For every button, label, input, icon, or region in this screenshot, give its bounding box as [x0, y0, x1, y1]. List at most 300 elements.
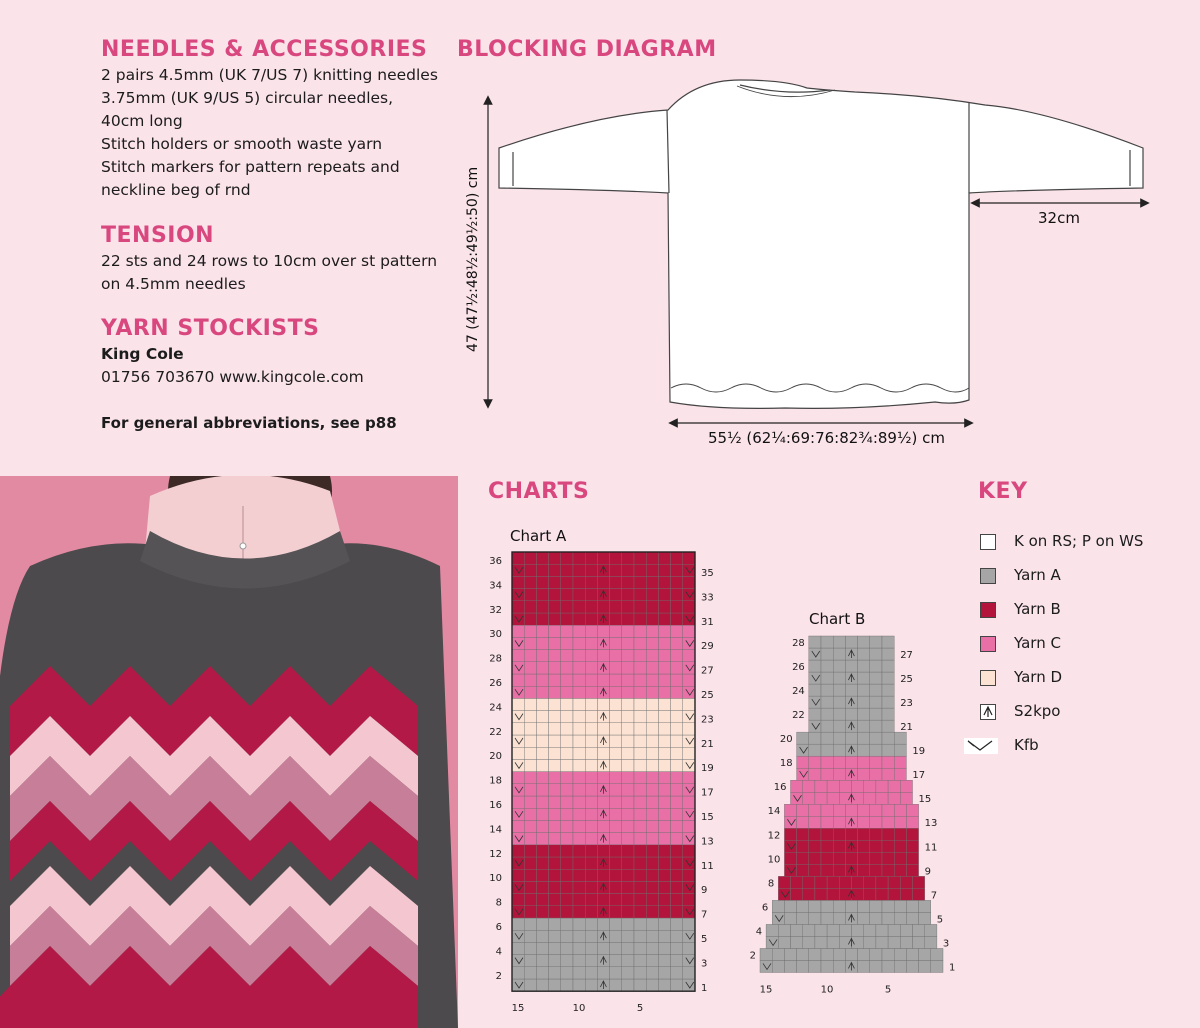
chart-a-cell [585, 784, 597, 796]
chart-a-cell [512, 869, 524, 881]
chart-b-cell [882, 744, 894, 756]
chart-a-cell [610, 589, 622, 601]
chart-a-cell [524, 686, 536, 698]
chart-a-left-label: 34 [489, 580, 502, 592]
chart-a-cell [610, 686, 622, 698]
chart-a-cell [610, 845, 622, 857]
chart-b-cell [821, 948, 833, 960]
chart-a-cell [512, 979, 524, 991]
chart-b-cell [833, 864, 845, 876]
chart-b-cell [870, 636, 882, 648]
chart-a-cell [634, 820, 646, 832]
chart-b-cell [900, 936, 912, 948]
chart-a-cell [671, 930, 683, 942]
chart-a-cell [597, 942, 609, 954]
chart-a-cell [683, 772, 695, 784]
chart-b-cell [864, 780, 876, 792]
chart-a-cell [536, 869, 548, 881]
chart-a-cell [561, 698, 573, 710]
chart-b-cell [858, 828, 870, 840]
chart-a-cell [622, 979, 634, 991]
chart-a-cell [634, 845, 646, 857]
chart-b-cell [870, 684, 882, 696]
pink-square-icon [980, 636, 996, 652]
chart-a-cell [536, 650, 548, 662]
chart-a-right-label: 25 [701, 690, 714, 701]
chart-a-cell [536, 637, 548, 649]
chart-b-cell [913, 876, 925, 888]
chart-a-cell [634, 808, 646, 820]
chart-b-cell [827, 792, 839, 804]
chart-a-cell [622, 759, 634, 771]
chart-a-left-label: 22 [489, 726, 502, 738]
chart-a-cell [512, 698, 524, 710]
chart-a-cell [671, 857, 683, 869]
chart-a-cell [561, 772, 573, 784]
chart-a-cell [573, 735, 585, 747]
chart-b-cell [772, 912, 784, 924]
chart-b-cell [882, 840, 894, 852]
chart-b-cell [821, 720, 833, 732]
chart-b-cell [913, 924, 925, 936]
chart-a-cell [549, 576, 561, 588]
chart-a-cell [646, 601, 658, 613]
chart-a-cell [634, 759, 646, 771]
chart-b-cell [882, 636, 894, 648]
chart-a-cell [646, 552, 658, 564]
chart-a-cell [561, 918, 573, 930]
chart-b-cell [845, 948, 857, 960]
chart-a-cell [634, 711, 646, 723]
chart-b-left-label: 8 [767, 878, 775, 890]
chart-b-cell [870, 768, 882, 780]
chart-b-cell [797, 912, 809, 924]
chart-a-cell [549, 552, 561, 564]
chart-b-cell [906, 948, 918, 960]
chart-b-cell [784, 948, 796, 960]
chart-b-cell [772, 960, 784, 972]
chart-a-left-label: 32 [489, 604, 502, 616]
chart-a-cell [573, 564, 585, 576]
chart-b-right-label: 9 [924, 866, 931, 878]
chart-a-cell [573, 637, 585, 649]
chart-a-left-label: 26 [489, 678, 502, 689]
chart-a-cell [634, 686, 646, 698]
chart-b-cell [803, 780, 815, 792]
chart-a-cell [585, 845, 597, 857]
chart-a-cell [549, 735, 561, 747]
chart-a-cell [512, 918, 524, 930]
chart-b-cell [797, 756, 809, 768]
chart-a-cell [561, 601, 573, 613]
chart-a-cell [524, 918, 536, 930]
chart-a-cell [658, 894, 670, 906]
chart-a-cell [573, 613, 585, 625]
white-square-icon [980, 534, 996, 550]
chart-a-cell [634, 576, 646, 588]
chart-b-cell [797, 864, 809, 876]
chart-b-cell [852, 924, 864, 936]
chart-a-cell [549, 857, 561, 869]
chart-a-cell [658, 674, 670, 686]
chart-a-cell [658, 759, 670, 771]
chart-a-cell [671, 711, 683, 723]
chart-a-cell [573, 698, 585, 710]
chart-a-cell [622, 967, 634, 979]
chart-a-cell [549, 833, 561, 845]
chart-b-cell [882, 672, 894, 684]
chart-a-cell [646, 772, 658, 784]
chart-b-cell [858, 840, 870, 852]
tension-heading: TENSION [101, 223, 215, 248]
chart-a-cell [658, 784, 670, 796]
chart-b-cell [821, 864, 833, 876]
chart-b-right-label: 11 [924, 842, 938, 854]
chart-a-cell [561, 784, 573, 796]
chart-a-cell [561, 820, 573, 832]
chart-b-cell [882, 900, 894, 912]
chart-a-cell [524, 808, 536, 820]
chart-b-cell [797, 828, 809, 840]
chart-b-cell [778, 924, 790, 936]
chart-a-cell [512, 808, 524, 820]
chart-a-cell [536, 857, 548, 869]
chart-a-cell [561, 613, 573, 625]
chart-b-cell [858, 684, 870, 696]
chart-a-cell [573, 759, 585, 771]
chart-a-cell [524, 637, 536, 649]
chart-b-cell [827, 936, 839, 948]
chart-a-cell [585, 637, 597, 649]
chart-a-cell [634, 662, 646, 674]
chart-b-cell [858, 804, 870, 816]
chart-b-cell [845, 756, 857, 768]
chart-b-cell [821, 828, 833, 840]
chart-a-cell [561, 552, 573, 564]
chart-a-cell [549, 747, 561, 759]
chart-b-cell [852, 876, 864, 888]
chart-a-cell [671, 808, 683, 820]
chart-a-cell [658, 967, 670, 979]
chart-b-left-label: 18 [779, 758, 793, 770]
chart-b-cell [809, 672, 821, 684]
chart-b-cell [925, 936, 937, 948]
chart-a-right-label: 7 [701, 909, 708, 921]
chart-a-cell [622, 589, 634, 601]
chart-a-cell [536, 979, 548, 991]
chart-a-cell [622, 906, 634, 918]
chart-b-cell [821, 660, 833, 672]
chart-b-cell [821, 744, 833, 756]
chart-a-cell [561, 625, 573, 637]
chart-a-cell [671, 552, 683, 564]
chart-a-cell [658, 820, 670, 832]
chart-b-cell [833, 960, 845, 972]
chart-a-cell [573, 881, 585, 893]
chart-b-cell [845, 708, 857, 720]
chart-a-cell [573, 955, 585, 967]
chart-b-cell [803, 924, 815, 936]
chart-a-cell [610, 784, 622, 796]
chart-a-cell [524, 576, 536, 588]
chart-a-cell [549, 955, 561, 967]
chart-a-cell [536, 942, 548, 954]
chart-b-cell [833, 816, 845, 828]
chart-a-cell [524, 967, 536, 979]
chart-a-right-label: 31 [701, 616, 714, 628]
chart-b-cell [803, 876, 815, 888]
chart-b-left-label: 2 [749, 950, 756, 962]
chart-b-col-label: 5 [884, 984, 892, 996]
key-item-kfb: Kfb [962, 734, 1192, 760]
chart-a-cell [683, 747, 695, 759]
chart-b-cell [870, 744, 882, 756]
chart-a-cell [524, 845, 536, 857]
chart-a-cell [512, 662, 524, 674]
chart-b-cell [906, 864, 918, 876]
chart-b-cell [894, 768, 906, 780]
chart-a-cell [549, 601, 561, 613]
chart-b-cell [821, 960, 833, 972]
chart-b-cell [876, 936, 888, 948]
chart-a-cell [512, 650, 524, 662]
key-item-yarn-a: Yarn A [962, 564, 1192, 590]
chart-b-cell [833, 708, 845, 720]
chart-b-cell [815, 888, 827, 900]
charts-heading: CHARTS [488, 479, 590, 504]
chart-a-left-label: 20 [489, 751, 502, 763]
chart-b-cell [833, 636, 845, 648]
chart-a-cell [634, 881, 646, 893]
chart-a-cell [683, 857, 695, 869]
chart-a-cell [683, 698, 695, 710]
chart-a-cell [671, 845, 683, 857]
chart-b-cell [894, 732, 906, 744]
chart-a-cell [646, 857, 658, 869]
chart-b-cell [821, 756, 833, 768]
chart-b-cell [858, 720, 870, 732]
chart-a-cell [585, 747, 597, 759]
chart-a-cell [658, 942, 670, 954]
chart-a-cell [573, 552, 585, 564]
charts-area [470, 520, 970, 1020]
chart-b-cell [888, 792, 900, 804]
chart-a-cell [549, 686, 561, 698]
chart-a-cell [512, 967, 524, 979]
chart-a-cell [549, 613, 561, 625]
chart-b-cell [797, 948, 809, 960]
chart-a-left-label: 10 [489, 873, 502, 885]
chart-a-cell [622, 784, 634, 796]
chart-a-cell [622, 918, 634, 930]
chart-b-cell [870, 852, 882, 864]
chart-a-cell [524, 564, 536, 576]
chart-a-cell [573, 686, 585, 698]
chart-a-cell [536, 613, 548, 625]
chart-a-cell [536, 747, 548, 759]
chart-a-cell [597, 918, 609, 930]
chart-a-cell [610, 711, 622, 723]
chart-b-cell [894, 852, 906, 864]
chart-a-cell [610, 576, 622, 588]
needles-heading: NEEDLES & ACCESSORIES [101, 37, 428, 62]
chart-a-cell [671, 698, 683, 710]
chart-a-cell [610, 869, 622, 881]
chart-a-cell [524, 942, 536, 954]
chart-a-cell [524, 650, 536, 662]
chart-b-cell [809, 840, 821, 852]
chart-a-cell [549, 869, 561, 881]
chart-a-cell [524, 759, 536, 771]
chart-b-right-label: 3 [942, 938, 950, 950]
chart-a-cell [646, 955, 658, 967]
chart-a-cell [512, 686, 524, 698]
chart-b-cell [797, 744, 809, 756]
chart-a-cell [671, 796, 683, 808]
chart-b-col-label: 15 [759, 984, 773, 996]
chart-b-cell [833, 756, 845, 768]
chart-a-cell [573, 857, 585, 869]
chart-a-cell [597, 674, 609, 686]
chart-a-cell [658, 723, 670, 735]
chart-a-cell [658, 857, 670, 869]
chart-b-cell [827, 780, 839, 792]
chart-a-cell [658, 613, 670, 625]
chart-a-cell [573, 894, 585, 906]
chart-a-cell [671, 820, 683, 832]
chart-b-cell [821, 840, 833, 852]
tension-line: on 4.5mm needles [101, 275, 246, 293]
chart-a-cell [683, 942, 695, 954]
cream-square-icon [980, 670, 996, 686]
chart-b-cell [797, 852, 809, 864]
chart-a-cell [549, 796, 561, 808]
chart-a-cell [610, 820, 622, 832]
chart-a-left-label: 2 [495, 970, 502, 982]
chart-a-cell [536, 820, 548, 832]
chart-b-cell [894, 864, 906, 876]
chart-a-cell [549, 967, 561, 979]
key-item-yarn-d: Yarn D [962, 666, 1192, 692]
chart-a-cell [646, 869, 658, 881]
chart-b-left-label: 12 [767, 830, 781, 842]
chart-b-cell [833, 744, 845, 756]
chart-b-cell [797, 816, 809, 828]
chart-b-cell [833, 840, 845, 852]
chart-b-cell [882, 864, 894, 876]
chart-a-cell [549, 759, 561, 771]
chart-a-cell [683, 833, 695, 845]
chart-a-cell [683, 711, 695, 723]
chart-b-cell [870, 660, 882, 672]
chart-a-cell [549, 942, 561, 954]
chart-b-cell [833, 732, 845, 744]
chart-a-cell [597, 601, 609, 613]
chart-a-cell [610, 662, 622, 674]
chart-a-cell [536, 808, 548, 820]
chart-b-cell [809, 636, 821, 648]
chart-a-cell [622, 564, 634, 576]
chart-a-cell [524, 881, 536, 893]
chart-b-cell [870, 912, 882, 924]
chart-a-cell [610, 918, 622, 930]
chart-a-cell [683, 784, 695, 796]
chart-a-cell [683, 759, 695, 771]
chart-a-cell [646, 711, 658, 723]
chart-b-cell [882, 804, 894, 816]
chart-a-cell [561, 979, 573, 991]
kfb-v-icon [964, 738, 998, 754]
chart-b-cell [858, 708, 870, 720]
chart-a-cell [512, 833, 524, 845]
chart-a-cell [658, 979, 670, 991]
chart-b-cell [858, 636, 870, 648]
chart-a-cell [512, 796, 524, 808]
chart-a-cell [561, 735, 573, 747]
chart-a-cell [536, 723, 548, 735]
chart-a-cell [512, 747, 524, 759]
chart-b-cell [858, 696, 870, 708]
sweater-outline [499, 80, 1143, 408]
chart-a-cell [610, 613, 622, 625]
chart-b-right-label: 21 [900, 722, 913, 734]
chart-a-cell [549, 674, 561, 686]
chart-a-cell [671, 955, 683, 967]
chart-a-cell [634, 650, 646, 662]
chart-b-cell [858, 948, 870, 960]
chart-b-cell [803, 936, 815, 948]
chart-b-cell [858, 744, 870, 756]
chart-a-cell [671, 894, 683, 906]
chart-b-left-label: 28 [792, 638, 805, 649]
red-square-icon [980, 602, 996, 618]
chart-a-cell [585, 650, 597, 662]
chart-a-cell [610, 955, 622, 967]
chart-a-cell [597, 796, 609, 808]
chart-b-cell [809, 696, 821, 708]
chart-a-cell [585, 564, 597, 576]
chart-a-cell [622, 723, 634, 735]
chart-a-cell [585, 979, 597, 991]
chart-a-cell [597, 723, 609, 735]
chart-a-cell [683, 881, 695, 893]
chart-a-cell [634, 589, 646, 601]
chart-a-cell [683, 979, 695, 991]
chart-a-cell [524, 784, 536, 796]
chart-a-col-label: 15 [511, 1003, 525, 1015]
chart-a-cell [524, 857, 536, 869]
chart-b-cell [925, 924, 937, 936]
chart-b-cell [845, 852, 857, 864]
chart-b-cell [870, 864, 882, 876]
chart-b-cell [870, 840, 882, 852]
chart-a-cell [658, 918, 670, 930]
chart-b-cell [894, 756, 906, 768]
chart-a-cell [549, 711, 561, 723]
chart-a-cell [585, 735, 597, 747]
chart-b-left-label: 26 [792, 662, 805, 674]
key-heading: KEY [978, 479, 1028, 504]
chart-b-cell [870, 804, 882, 816]
chart-a-cell [658, 735, 670, 747]
chart-a-cell [634, 552, 646, 564]
chart-a-cell [671, 601, 683, 613]
key-item-knit: K on RS; P on WS [962, 530, 1192, 556]
chart-a-cell [561, 564, 573, 576]
chart-a-cell [610, 564, 622, 576]
chart-a-cell [610, 637, 622, 649]
chart-a-cell [549, 881, 561, 893]
